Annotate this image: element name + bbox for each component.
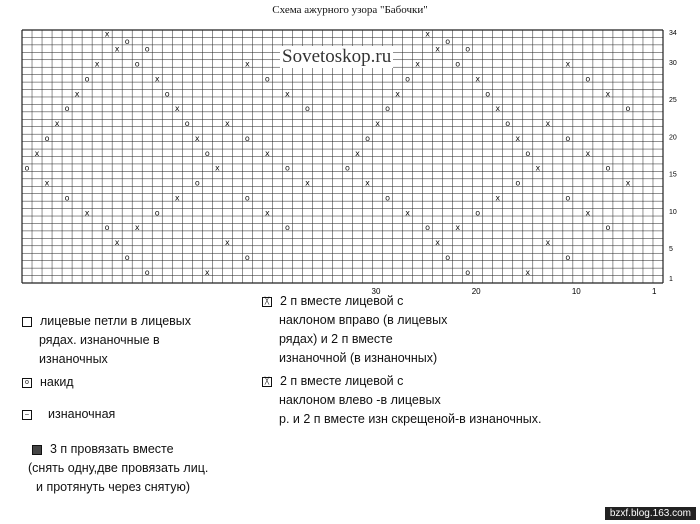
decrease-mark: x <box>224 238 230 248</box>
legend-text: изнаночная <box>48 407 116 421</box>
yarn-over-mark: o <box>485 89 491 99</box>
legend-item-purl <box>22 405 115 424</box>
legend-text: 2 п вместе лицевой с <box>280 374 404 388</box>
row-number: 34 <box>669 30 677 38</box>
k2tog-left-icon: ╳ <box>262 377 272 387</box>
decrease-mark: x <box>305 178 310 188</box>
yarn-over-mark: o <box>585 74 591 84</box>
yarn-over-mark: o <box>64 104 70 114</box>
yarn-over-mark: o <box>264 74 270 84</box>
legend-text: изнаночных <box>39 352 108 366</box>
yarn-over-mark: o <box>184 119 190 129</box>
yarn-over-mark: o <box>164 89 170 99</box>
yarn-over-mark: o <box>465 44 471 54</box>
legend-text: рядах) и 2 п вместе <box>279 332 393 346</box>
legend-item-k2tog-left <box>262 372 542 429</box>
yarn-over-mark: o <box>465 267 471 277</box>
decrease-mark: x <box>214 163 220 173</box>
decrease-mark: x <box>84 208 90 218</box>
yarn-over-mark: o <box>84 74 90 84</box>
decrease-mark: x <box>104 29 110 39</box>
yarn-over-mark: o <box>625 104 631 114</box>
legend-text: р. и 2 п вместе изн скрещеной-в изнаночных. <box>279 412 542 426</box>
yarn-over-mark: o <box>505 119 511 129</box>
yarn-over-mark: o <box>144 267 150 277</box>
decrease-mark: x <box>395 89 400 99</box>
yarn-over-mark: o <box>445 37 451 47</box>
decrease-mark: x <box>285 89 290 99</box>
yarn-over-mark: o <box>144 44 150 54</box>
decrease-mark: x <box>415 59 420 69</box>
yarn-over-mark: o <box>565 252 571 262</box>
legend-text: и протянуть через снятую) <box>36 480 191 494</box>
yarn-over-mark: o <box>284 163 290 173</box>
decrease-mark: x <box>565 59 571 69</box>
decrease-mark: x <box>174 193 180 203</box>
row-number: 1 <box>669 275 673 283</box>
yarn-over-mark: o <box>154 208 160 218</box>
yarn-over-mark: o <box>365 133 370 143</box>
column-number: 20 <box>471 287 481 296</box>
legend-text: рядах. изнаночные в <box>39 333 160 347</box>
yarn-over-mark: o <box>605 163 611 173</box>
yarn-over-mark: o <box>124 37 130 47</box>
yarn-over-mark: o <box>44 133 50 143</box>
decrease-mark: x <box>114 44 120 54</box>
knit-icon <box>22 317 32 327</box>
decrease-mark: x <box>545 119 551 129</box>
k2tog-right-icon: ╳ <box>262 297 272 307</box>
decrease-mark: x <box>455 223 461 233</box>
legend-item-knit <box>22 312 191 369</box>
decrease-mark: x <box>34 148 40 158</box>
yarn-over-mark: o <box>244 133 250 143</box>
watermark: Sovetoskop.ru <box>282 46 392 67</box>
decrease-mark: x <box>355 148 360 158</box>
decrease-mark: x <box>204 267 210 277</box>
legend-text: 2 п вместе лицевой с <box>280 294 404 308</box>
decrease-mark: x <box>114 238 120 248</box>
decrease-mark: x <box>585 148 591 158</box>
column-number: 1 <box>651 287 657 296</box>
yarn-over-mark: o <box>565 193 571 203</box>
yarn-over-mark: o <box>304 104 310 114</box>
decrease-mark: x <box>134 223 140 233</box>
decrease-mark: x <box>425 29 430 39</box>
legend-item-k2tog-right <box>262 292 447 368</box>
decrease-mark: x <box>44 178 50 188</box>
yarn-over-mark: o <box>284 223 290 233</box>
legend-text: наклоном влево -в лицевых <box>279 393 441 407</box>
yarn-over-mark: o <box>345 163 350 173</box>
row-number: 10 <box>669 208 677 216</box>
decrease-mark: x <box>405 208 410 218</box>
row-number: 30 <box>669 59 677 67</box>
yarn-over-mark: o <box>445 252 451 262</box>
yarn-over-mark: o <box>605 223 611 233</box>
site-footer: bzxf.blog.163.com <box>605 507 696 520</box>
decrease-mark: x <box>525 267 531 277</box>
yarn-over-mark: o <box>244 193 250 203</box>
decrease-mark: x <box>375 119 380 129</box>
yarn-over-mark: o <box>124 252 130 262</box>
decrease-mark: x <box>54 119 60 129</box>
yarn-over-mark: o <box>24 163 30 173</box>
yarn-over-mark: o <box>104 223 110 233</box>
yarn-over-mark: o <box>385 104 391 114</box>
legend-text: лицевые петли в лицевых <box>40 314 192 328</box>
yarn-over-mark: o <box>385 193 391 203</box>
decrease-mark: x <box>495 104 501 114</box>
legend-item-yarn-over <box>22 373 74 392</box>
column-number: 10 <box>571 287 581 296</box>
row-number: 15 <box>669 171 677 179</box>
decrease-mark: x <box>605 89 611 99</box>
yarn-over-icon: o <box>22 378 32 388</box>
yarn-over-mark: o <box>405 74 411 84</box>
decrease-mark: x <box>224 119 230 129</box>
decrease-mark: x <box>625 178 631 188</box>
decrease-mark: x <box>495 193 501 203</box>
legend-text: 3 п провязать вместе <box>50 442 174 456</box>
decrease-mark: x <box>515 133 521 143</box>
k3tog-icon <box>32 445 42 455</box>
decrease-mark: x <box>435 238 441 248</box>
decrease-mark: x <box>265 208 270 218</box>
yarn-over-mark: o <box>475 208 481 218</box>
legend-item-k3tog <box>28 440 209 497</box>
decrease-mark: x <box>545 238 551 248</box>
yarn-over-mark: o <box>134 59 140 69</box>
legend-text: (снять одну,две провязать лиц. <box>28 461 209 475</box>
yarn-over-mark: o <box>515 178 521 188</box>
yarn-over-mark: o <box>425 223 431 233</box>
decrease-mark: x <box>94 59 100 69</box>
decrease-mark: x <box>194 133 200 143</box>
row-number: 25 <box>669 97 677 105</box>
decrease-mark: x <box>244 59 250 69</box>
decrease-mark: x <box>174 104 180 114</box>
decrease-mark: x <box>74 89 80 99</box>
legend-text: изнаночной (в изнаночных) <box>279 351 438 365</box>
legend-text: накид <box>40 375 74 389</box>
row-number: 5 <box>669 246 673 254</box>
decrease-mark: x <box>154 74 160 84</box>
yarn-over-mark: o <box>565 133 571 143</box>
yarn-over-mark: o <box>64 193 70 203</box>
decrease-mark: x <box>365 178 370 188</box>
column-number: 30 <box>371 287 381 296</box>
legend-text: наклоном вправо (в лицевых <box>279 313 448 327</box>
yarn-over-mark: o <box>525 148 531 158</box>
yarn-over-mark: o <box>455 59 461 69</box>
chart-title: Схема ажурного узора "Бабочки" <box>272 4 428 16</box>
row-number: 20 <box>669 134 677 142</box>
purl-icon: – <box>22 410 32 420</box>
decrease-mark: x <box>585 208 591 218</box>
decrease-mark: x <box>265 148 270 158</box>
yarn-over-mark: o <box>204 148 210 158</box>
decrease-mark: x <box>535 163 541 173</box>
yarn-over-mark: o <box>244 252 250 262</box>
decrease-mark: x <box>475 74 481 84</box>
yarn-over-mark: o <box>194 178 200 188</box>
decrease-mark: x <box>435 44 441 54</box>
